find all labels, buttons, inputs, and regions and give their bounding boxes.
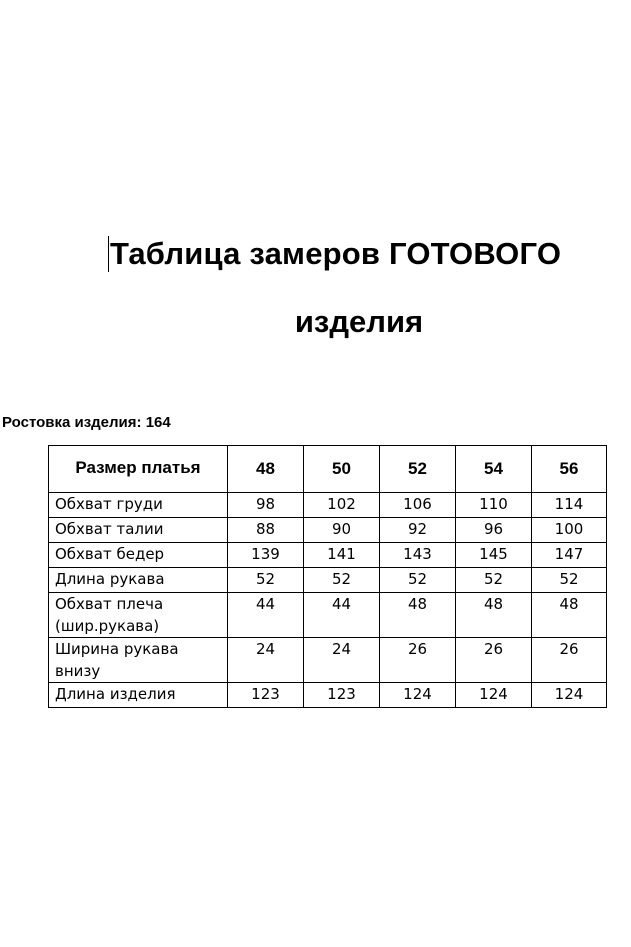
- table-cell: 124: [456, 683, 532, 708]
- table-cell: 48: [532, 593, 607, 638]
- table-row: [49, 493, 607, 518]
- table-cell: 141: [304, 543, 380, 568]
- row-label: Длина изделия: [49, 683, 228, 708]
- table-cell: 147: [532, 543, 607, 568]
- row-label-line: Обхват плеча: [55, 595, 164, 613]
- table-cell: 139: [228, 543, 304, 568]
- table-cell: 124: [532, 683, 607, 708]
- table-cell: 44: [304, 593, 380, 638]
- table-header-row: [49, 446, 607, 493]
- table-cell: 123: [304, 683, 380, 708]
- row-label: [49, 593, 228, 638]
- header-cell-56: 56: [532, 446, 607, 493]
- table-cell: 124: [380, 683, 456, 708]
- table-cell: 98: [228, 493, 304, 518]
- row-label-line: Ширина рукава: [55, 640, 179, 658]
- table-row: [49, 593, 607, 638]
- table-cell: 145: [456, 543, 532, 568]
- height-label: Ростовка изделия: 164: [2, 414, 171, 431]
- size-table: [48, 445, 607, 708]
- header-cell-48: 48: [228, 446, 304, 493]
- table-cell: 114: [532, 493, 607, 518]
- header-cell-50: 50: [304, 446, 380, 493]
- page-title-line2: изделия: [294, 304, 424, 339]
- row-label: Длина рукава: [49, 568, 228, 593]
- text-cursor: [108, 236, 109, 272]
- table-cell: 44: [228, 593, 304, 638]
- table-row: [49, 543, 607, 568]
- table-cell: 88: [228, 518, 304, 543]
- table-cell: 106: [380, 493, 456, 518]
- row-label: Обхват бедер: [49, 543, 228, 568]
- table-cell: 110: [456, 493, 532, 518]
- page-title: Таблица замеров ГОТОВОГО: [110, 236, 562, 271]
- table-cell: 24: [228, 638, 304, 683]
- row-label: Обхват груди: [49, 493, 228, 518]
- table-row: [49, 518, 607, 543]
- row-label: Обхват талии: [49, 518, 228, 543]
- table-cell: 26: [456, 638, 532, 683]
- row-label-line: (шир.рукава): [55, 617, 160, 635]
- header-cell-size: Размер платья: [49, 446, 228, 493]
- table-cell: 26: [380, 638, 456, 683]
- header-cell-54: 54: [456, 446, 532, 493]
- header-cell-52: 52: [380, 446, 456, 493]
- table-cell: 123: [228, 683, 304, 708]
- table-cell: 52: [304, 568, 380, 593]
- table-cell: 90: [304, 518, 380, 543]
- table-cell: 96: [456, 518, 532, 543]
- table-cell: 52: [380, 568, 456, 593]
- table-cell: 100: [532, 518, 607, 543]
- row-label-line: внизу: [55, 662, 101, 680]
- table-row: [49, 638, 607, 683]
- table-cell: 48: [456, 593, 532, 638]
- table-cell: 92: [380, 518, 456, 543]
- table-cell: 26: [532, 638, 607, 683]
- table-cell: 143: [380, 543, 456, 568]
- table-cell: 52: [228, 568, 304, 593]
- table-cell: 24: [304, 638, 380, 683]
- table-cell: 102: [304, 493, 380, 518]
- row-label: [49, 638, 228, 683]
- table-cell: 48: [380, 593, 456, 638]
- table-cell: 52: [456, 568, 532, 593]
- table-row: [49, 568, 607, 593]
- table-cell: 52: [532, 568, 607, 593]
- table-row: [49, 683, 607, 708]
